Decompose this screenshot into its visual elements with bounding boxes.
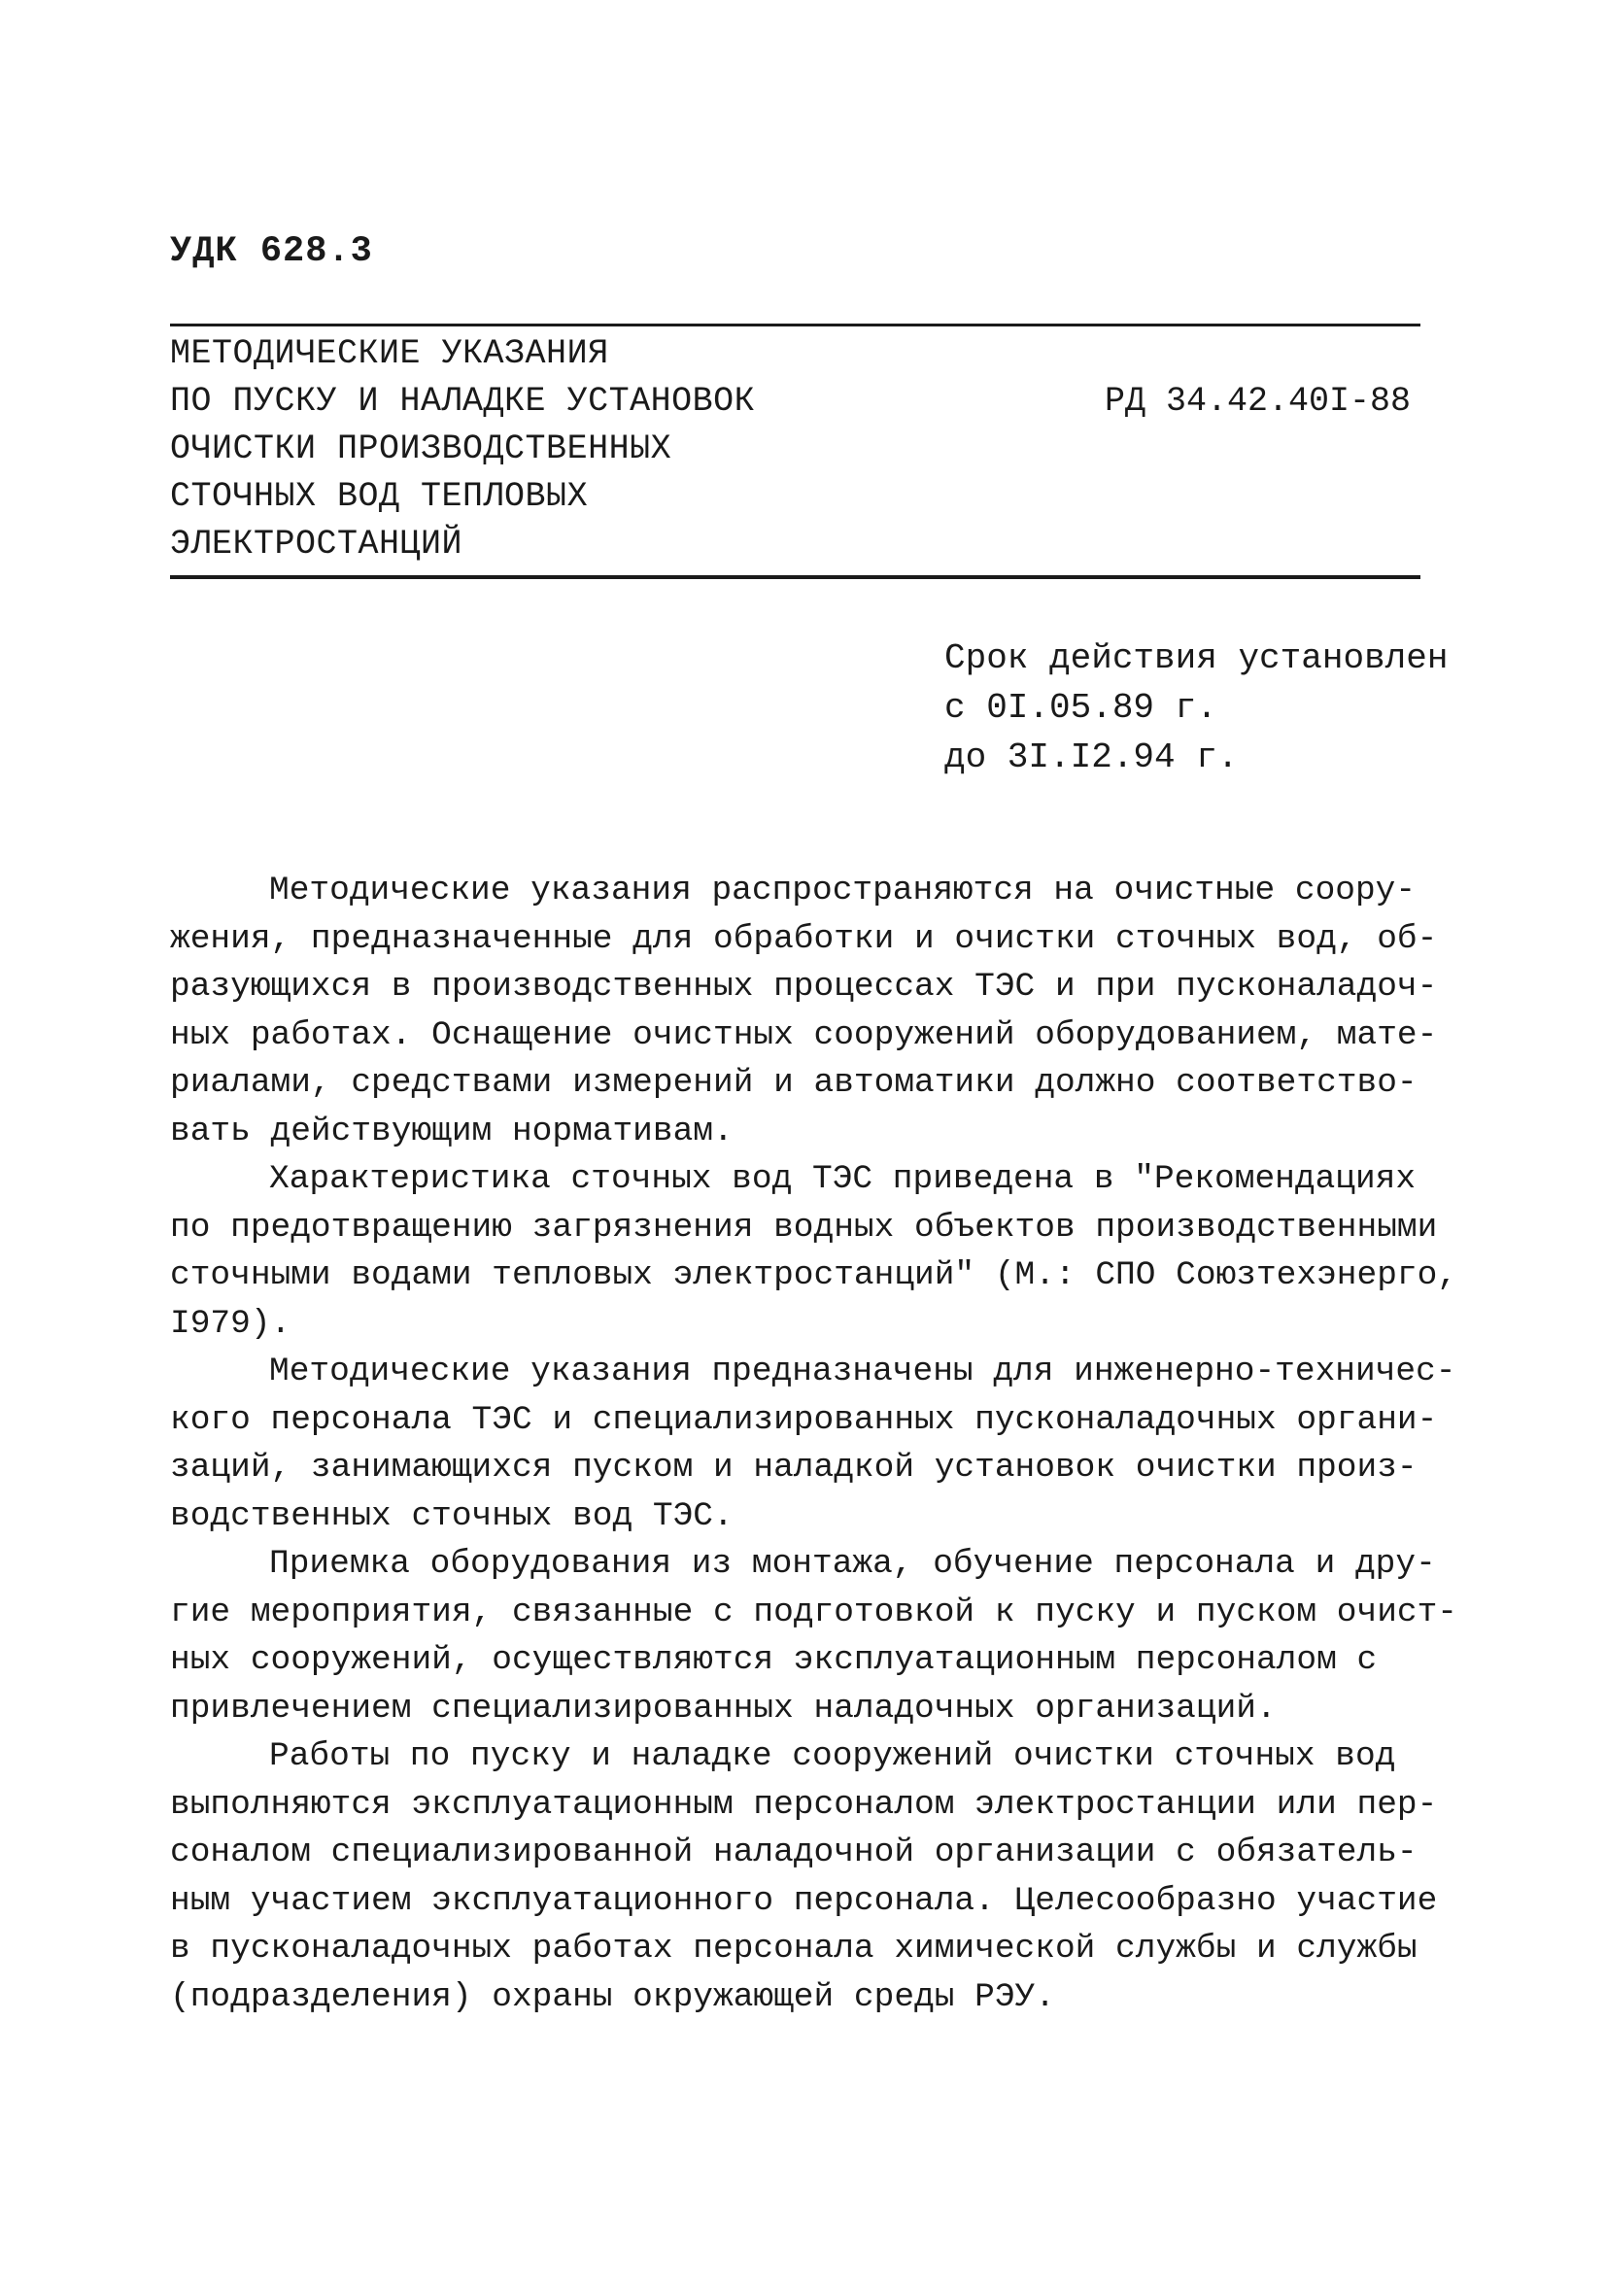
- udk-code: УДК 628.3: [170, 231, 373, 272]
- text-line: вать действующим нормативам.: [170, 1112, 734, 1150]
- paragraph-audience: [170, 1348, 1456, 1540]
- title-line: МЕТОДИЧЕСКИЕ УКАЗАНИЯ: [170, 334, 609, 373]
- text-line: Методические указания распространяются на очистные соору-: [269, 872, 1417, 909]
- text-line: ным участием эксплуатационного персонала. Целесообразно участие: [170, 1881, 1438, 1920]
- validity-period: [944, 634, 1448, 782]
- text-line: разующихся в производственных процессах ТЭС и при пусконаладоч-: [170, 968, 1438, 1006]
- text-line: Характеристика сточных вод ТЭС приведена в "Рекомендациях: [269, 1160, 1417, 1198]
- text-line: риалами, средствами измерений и автоматики должно соответство-: [170, 1064, 1418, 1102]
- title-line: ЭЛЕКТРОСТАНЦИЙ: [170, 525, 463, 564]
- paragraph-scope: [170, 867, 1438, 1155]
- body-text: [170, 867, 1458, 2021]
- text-line: привлечением специализированных наладочных организаций.: [170, 1689, 1277, 1728]
- text-line: водственных сточных вод ТЭС.: [170, 1496, 734, 1535]
- validity-start: с 0I.05.89 г.: [944, 688, 1217, 728]
- paragraph-characteristics: [170, 1155, 1458, 1348]
- text-line: сточными водами тепловых электростанций" (М.: СПО Союзтехэнерго,: [170, 1256, 1458, 1294]
- text-line: выполняются эксплуатационным персоналом электростанции или пер-: [170, 1785, 1438, 1824]
- text-line: кого персонала ТЭС и специализированных пусконаладочных органи-: [170, 1400, 1438, 1439]
- text-line: ных сооружений, осуществляются эксплуатационным персоналом с: [170, 1641, 1378, 1679]
- paragraph-commissioning: [170, 1732, 1438, 2021]
- paragraph-acceptance: [170, 1540, 1458, 1732]
- validity-end: до 3I.I2.94 г.: [944, 737, 1239, 777]
- text-line: Работы по пуску и наладке сооружений очистки сточных вод: [269, 1737, 1396, 1775]
- text-line: соналом специализированной наладочной организации с обязатель-: [170, 1833, 1418, 1871]
- text-line: заций, занимающихся пуском и наладкой установок очистки произ-: [170, 1449, 1418, 1487]
- title-line: СТОЧНЫХ ВОД ТЕПЛОВЫХ: [170, 477, 589, 516]
- text-line: I979).: [170, 1304, 291, 1343]
- document-title: [170, 330, 908, 568]
- text-line: гие мероприятия, связанные с подготовкой к пуску и пуском очист-: [170, 1593, 1458, 1631]
- document-code: РД 34.42.40I-88: [1105, 382, 1412, 421]
- text-line: по предотвращению загрязнения водных объектов производственными: [170, 1208, 1438, 1247]
- title-line: ОЧИСТКИ ПРОИЗВОДСТВЕННЫХ: [170, 429, 672, 468]
- text-line: (подразделения) охраны окружающей среды РЭУ.: [170, 1977, 1055, 2016]
- title-top-rule: [170, 324, 1420, 326]
- title-bottom-rule: [170, 575, 1420, 579]
- text-line: жения, предназначенные для обработки и очистки сточных вод, об-: [170, 919, 1438, 958]
- text-line: в пусконаладочных работах персонала химической службы и службы: [170, 1930, 1418, 1968]
- text-line: Методические указания предназначены для инженерно-техничес-: [269, 1353, 1456, 1390]
- text-line: Приемка оборудования из монтажа, обучение персонала и дру-: [269, 1545, 1436, 1583]
- validity-label: Срок действия установлен: [944, 638, 1449, 678]
- title-line: ПО ПУСКУ И НАЛАДКЕ УСТАНОВОК: [170, 382, 756, 421]
- text-line: ных работах. Оснащение очистных сооружений оборудованием, мате-: [170, 1015, 1438, 1054]
